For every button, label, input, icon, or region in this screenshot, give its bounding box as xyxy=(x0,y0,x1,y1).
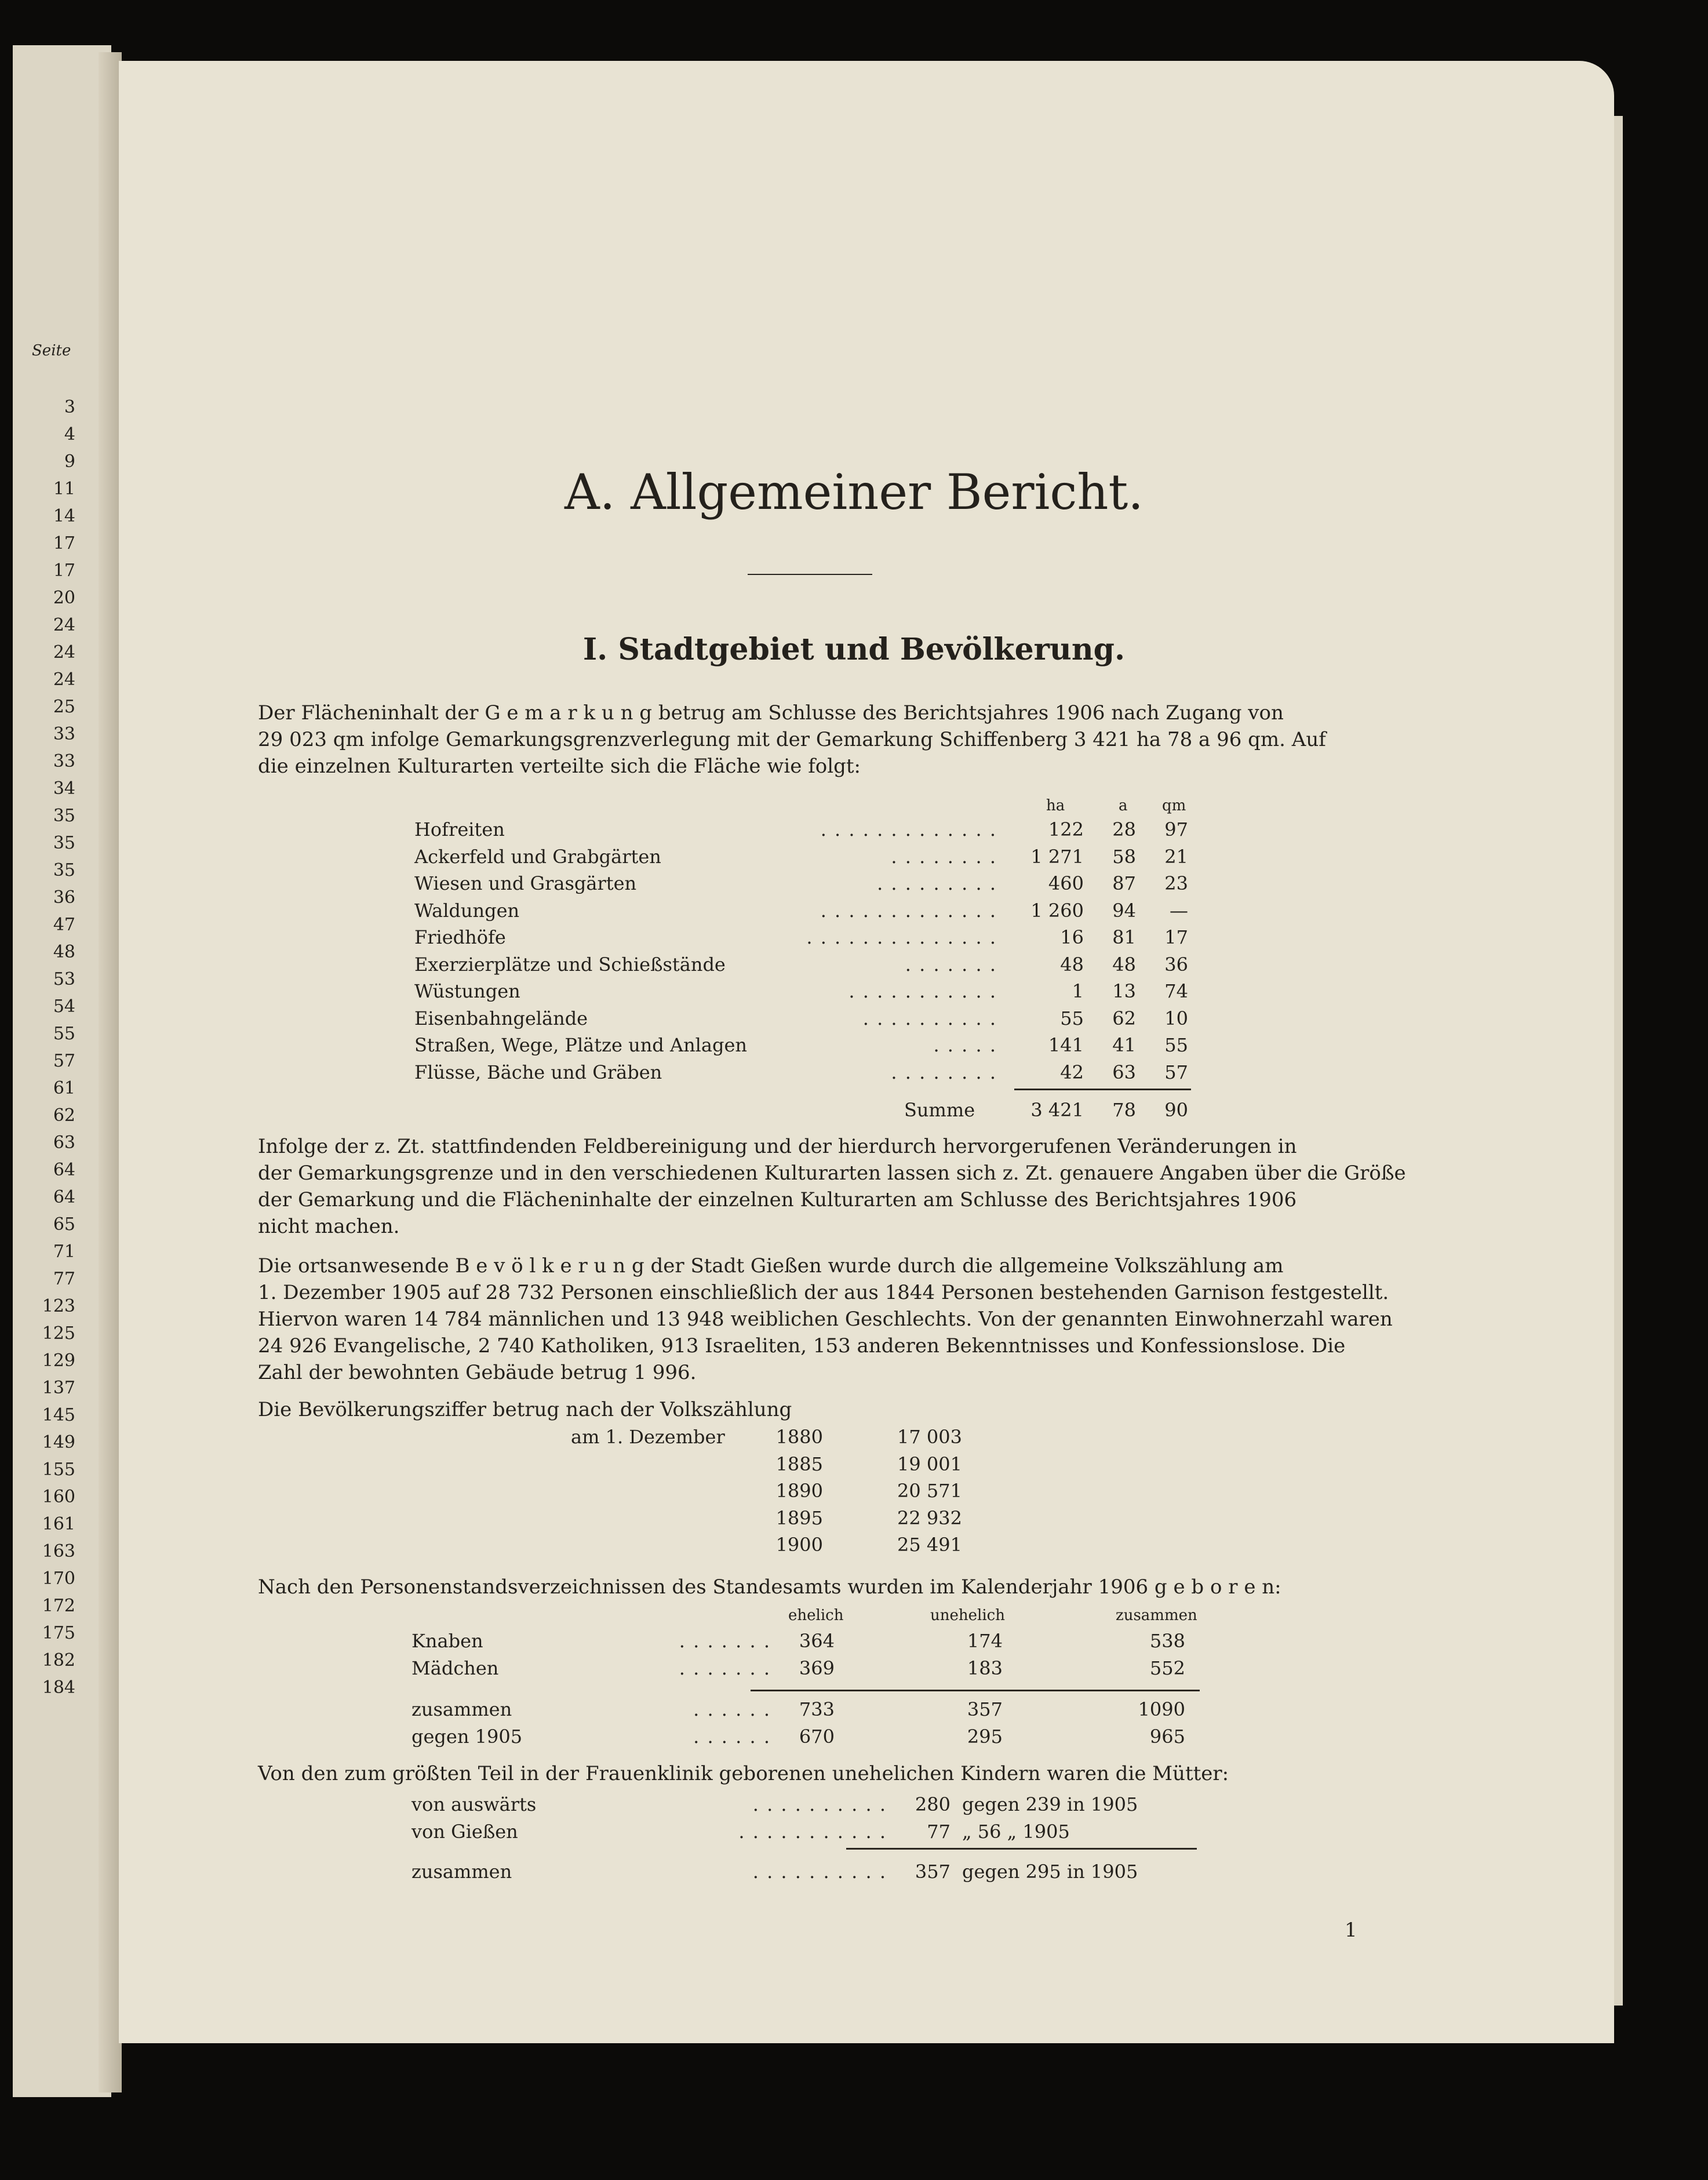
area-label: Exerzierplätze und Schießstände xyxy=(414,953,726,976)
area-qm: 55 xyxy=(1164,1034,1188,1056)
area-header-qm: qm xyxy=(1162,797,1186,814)
area-label: Ackerfeld und Grabgärten xyxy=(414,845,661,868)
area-ha: 141 xyxy=(1048,1034,1084,1056)
margin-page-number: 14 xyxy=(53,506,75,526)
margin-page-number: 33 xyxy=(53,724,75,744)
margin-page-number: 17 xyxy=(53,561,75,581)
area-a: 13 xyxy=(1112,980,1136,1002)
sum-rule xyxy=(1014,1089,1191,1090)
margin-page-number: 4 xyxy=(64,424,75,445)
births-label: Knaben xyxy=(411,1630,483,1652)
population-value: 17 003 xyxy=(897,1426,962,1448)
margin-page-number: 48 xyxy=(53,942,75,962)
area-label: Straßen, Wege, Plätze und Anlagen xyxy=(414,1034,748,1056)
paragraph-line: Hiervon waren 14 784 männlichen und 13 948 weiblichen Geschlechts. Von der genannten Einwohnerzahl waren xyxy=(258,1308,1393,1331)
population-year: 1885 xyxy=(775,1453,823,1475)
margin-page-number: 33 xyxy=(53,751,75,771)
margin-page-number: 47 xyxy=(53,915,75,935)
paragraph-line: der Gemarkung und die Flächeninhalte der einzelnen Kulturarten am Schlusse des Berichtsjahres 1906 xyxy=(258,1188,1297,1211)
margin-page-number: 9 xyxy=(64,452,75,472)
sum-ha: 3 421 xyxy=(1030,1099,1084,1121)
population-value: 20 571 xyxy=(897,1480,962,1502)
margin-page-number: 3 xyxy=(64,397,75,417)
margin-seite-label: Seite xyxy=(32,342,71,359)
sum-a: 78 xyxy=(1112,1099,1136,1121)
population-year: 1890 xyxy=(775,1480,823,1502)
births-label: zusammen xyxy=(411,1698,512,1720)
area-dots: . . . . . . . . . xyxy=(877,872,997,894)
mothers-compare: gegen 239 in 1905 xyxy=(962,1793,1138,1815)
births-ehelich: 733 xyxy=(799,1698,835,1720)
margin-page-number: 24 xyxy=(53,615,75,635)
mothers-value: 280 xyxy=(915,1793,950,1815)
area-a: 63 xyxy=(1112,1061,1136,1083)
area-qm: 97 xyxy=(1164,818,1188,840)
area-label: Wiesen und Grasgärten xyxy=(414,872,637,894)
margin-page-number: 62 xyxy=(53,1105,75,1126)
area-qm: 17 xyxy=(1164,926,1188,948)
margin-page-number: 35 xyxy=(53,833,75,853)
area-dots: . . . . . . . . xyxy=(891,845,997,868)
margin-page-number: 175 xyxy=(42,1623,75,1643)
page-title: A. Allgemeiner Bericht. xyxy=(565,464,1143,521)
margin-page-number: 172 xyxy=(42,1596,75,1616)
births-dots: . . . . . . xyxy=(693,1725,771,1748)
births-zusammen: 1090 xyxy=(1138,1698,1185,1720)
margin-page-number: 137 xyxy=(42,1378,75,1398)
area-ha: 1 271 xyxy=(1030,845,1084,868)
area-label: Friedhöfe xyxy=(414,926,506,948)
area-a: 87 xyxy=(1112,872,1136,894)
area-qm: 21 xyxy=(1164,845,1188,868)
area-qm: 10 xyxy=(1164,1007,1188,1029)
population-year: 1900 xyxy=(775,1534,823,1556)
area-label: Hofreiten xyxy=(414,818,505,840)
area-ha: 16 xyxy=(1060,926,1084,948)
births-dots: . . . . . . . xyxy=(679,1657,771,1679)
births-header-unehelich: unehelich xyxy=(930,1607,1005,1624)
area-ha: 42 xyxy=(1060,1061,1084,1083)
paragraph-line: 24 926 Evangelische, 2 740 Katholiken, 913 Israeliten, 153 anderen Bekenntnisses und Konfessionslose. Die xyxy=(258,1334,1346,1358)
area-ha: 122 xyxy=(1048,818,1084,840)
paragraph-line: nicht machen. xyxy=(258,1215,400,1238)
births-zusammen: 538 xyxy=(1149,1630,1185,1652)
intro-line: 29 023 qm infolge Gemarkungsgrenzverlegung mit der Gemarkung Schiffenberg 3 421 ha 78 a 96 qm. Auf xyxy=(258,728,1326,751)
margin-page-number: 55 xyxy=(53,1024,75,1044)
paragraph-line: Zahl der bewohnten Gebäude betrug 1 996. xyxy=(258,1361,697,1384)
area-dots: . . . . . xyxy=(933,1034,997,1056)
births-unehelich: 357 xyxy=(967,1698,1003,1720)
margin-page-number: 71 xyxy=(53,1242,75,1262)
area-qm: 23 xyxy=(1164,872,1188,894)
margin-page-number: 63 xyxy=(53,1133,75,1153)
area-dots: . . . . . . . . . . . . . xyxy=(820,818,997,840)
births-ehelich: 670 xyxy=(799,1725,835,1748)
area-label: Eisenbahngelände xyxy=(414,1007,588,1029)
area-qm: 74 xyxy=(1164,980,1188,1002)
margin-page-number: 170 xyxy=(42,1568,75,1589)
margin-page-number: 64 xyxy=(53,1160,75,1180)
margin-page-number: 25 xyxy=(53,697,75,717)
margin-page-number: 123 xyxy=(42,1296,75,1316)
margin-page-number: 53 xyxy=(53,969,75,989)
margin-page-number: 155 xyxy=(42,1460,75,1480)
area-ha: 1 xyxy=(1072,980,1084,1002)
margin-page-number: 34 xyxy=(53,778,75,799)
margin-page-number: 65 xyxy=(53,1214,75,1235)
title-divider xyxy=(748,574,872,575)
mothers-dots: . . . . . . . . . . . xyxy=(738,1820,887,1843)
paragraph-line: 1. Dezember 1905 auf 28 732 Personen einschließlich der aus 1844 Personen bestehenden Garnison festgestellt. xyxy=(258,1281,1389,1304)
margin-page-number: 24 xyxy=(53,669,75,690)
sum-label: Summe xyxy=(904,1099,975,1121)
margin-page-number: 11 xyxy=(53,479,75,499)
mothers-value: 357 xyxy=(915,1861,950,1883)
births-unehelich: 183 xyxy=(967,1657,1003,1679)
intro-line: Der Flächeninhalt der G e m a r k u n g betrug am Schlusse des Berichtsjahres 1906 nach Zugang von xyxy=(258,701,1284,725)
area-dots: . . . . . . . xyxy=(905,953,997,976)
mothers-compare: „ 56 „ 1905 xyxy=(962,1820,1070,1843)
mothers-value: 77 xyxy=(927,1820,950,1843)
margin-page-number: 35 xyxy=(53,806,75,826)
margin-page-number: 64 xyxy=(53,1187,75,1207)
margin-page-number: 61 xyxy=(53,1078,75,1098)
population-prefix: am 1. Dezember xyxy=(571,1426,725,1448)
margin-page-number: 160 xyxy=(42,1487,75,1507)
area-label: Waldungen xyxy=(414,899,520,922)
margin-page-number: 57 xyxy=(53,1051,75,1071)
margin-page-number: 35 xyxy=(53,860,75,880)
book-gutter xyxy=(99,52,122,2092)
paragraph-line: Infolge der z. Zt. stattfindenden Feldbereinigung und der hierdurch hervorgerufenen Veränderungen in xyxy=(258,1135,1297,1158)
margin-page-number: 145 xyxy=(42,1405,75,1425)
area-header-ha: ha xyxy=(1046,797,1065,814)
margin-page-number: 149 xyxy=(42,1432,75,1453)
births-unehelich: 174 xyxy=(967,1630,1003,1652)
margin-page-number: 125 xyxy=(42,1323,75,1344)
margin-page-number: 161 xyxy=(42,1514,75,1534)
area-a: 58 xyxy=(1112,845,1136,868)
area-label: Wüstungen xyxy=(414,980,520,1002)
mothers-dots: . . . . . . . . . . xyxy=(752,1793,887,1815)
area-dots: . . . . . . . . . . . xyxy=(848,980,997,1002)
area-ha: 48 xyxy=(1060,953,1084,976)
area-qm: 57 xyxy=(1164,1061,1188,1083)
area-dots: . . . . . . . . xyxy=(891,1061,997,1083)
births-dots: . . . . . . xyxy=(693,1698,771,1720)
margin-page-number: 77 xyxy=(53,1269,75,1289)
area-qm: 36 xyxy=(1164,953,1188,976)
births-intro: Nach den Personenstandsverzeichnissen des Standesamts wurden im Kalenderjahr 1906 g e b o r e n: xyxy=(258,1575,1281,1599)
mothers-compare: gegen 295 in 1905 xyxy=(962,1861,1138,1883)
area-a: 81 xyxy=(1112,926,1136,948)
births-zusammen: 552 xyxy=(1149,1657,1185,1679)
mothers-dots: . . . . . . . . . . xyxy=(752,1861,887,1883)
area-ha: 1 260 xyxy=(1030,899,1084,922)
births-rule xyxy=(751,1690,1200,1691)
area-a: 48 xyxy=(1112,953,1136,976)
margin-page-number: 54 xyxy=(53,996,75,1017)
mothers-label: von auswärts xyxy=(411,1793,537,1815)
area-ha: 55 xyxy=(1060,1007,1084,1029)
births-zusammen: 965 xyxy=(1149,1725,1185,1748)
mothers-label: zusammen xyxy=(411,1861,512,1883)
area-dots: . . . . . . . . . . . . . . xyxy=(806,926,997,948)
mothers-rule xyxy=(846,1848,1197,1850)
area-a: 28 xyxy=(1112,818,1136,840)
births-dots: . . . . . . . xyxy=(679,1630,771,1652)
births-header-zusammen: zusammen xyxy=(1116,1607,1197,1624)
births-header-ehelich: ehelich xyxy=(788,1607,844,1624)
area-ha: 460 xyxy=(1048,872,1084,894)
margin-page-number: 182 xyxy=(42,1650,75,1671)
area-a: 41 xyxy=(1112,1034,1136,1056)
intro-line: die einzelnen Kulturarten verteilte sich die Fläche wie folgt: xyxy=(258,755,861,778)
area-dots: . . . . . . . . . . xyxy=(862,1007,997,1029)
margin-page-number: 20 xyxy=(53,588,75,608)
population-value: 19 001 xyxy=(897,1453,962,1475)
births-label: gegen 1905 xyxy=(411,1725,523,1748)
area-dots: . . . . . . . . . . . . . xyxy=(820,899,997,922)
area-qm: — xyxy=(1170,899,1188,922)
area-a: 94 xyxy=(1112,899,1136,922)
births-ehelich: 364 xyxy=(799,1630,835,1652)
section-heading: I. Stadtgebiet und Bevölkerung. xyxy=(582,632,1126,667)
population-value: 22 932 xyxy=(897,1506,962,1529)
population-intro: Die Bevölkerungsziffer betrug nach der Volkszählung xyxy=(258,1398,792,1421)
births-label: Mädchen xyxy=(411,1657,499,1679)
margin-page-number: 129 xyxy=(42,1351,75,1371)
population-year: 1880 xyxy=(775,1426,823,1448)
sum-qm: 90 xyxy=(1164,1099,1188,1121)
area-a: 62 xyxy=(1112,1007,1136,1029)
margin-page-number: 184 xyxy=(42,1677,75,1698)
margin-page-number: 36 xyxy=(53,887,75,908)
mothers-intro: Von den zum größten Teil in der Frauenklinik geborenen unehelichen Kindern waren die Mütter: xyxy=(258,1762,1229,1785)
births-unehelich: 295 xyxy=(967,1725,1003,1748)
mothers-label: von Gießen xyxy=(411,1820,518,1843)
area-header-a: a xyxy=(1119,797,1128,814)
margin-page-number: 163 xyxy=(42,1541,75,1562)
paragraph-line: der Gemarkungsgrenze und in den verschiedenen Kulturarten lassen sich z. Zt. genauere Angaben über die Größe xyxy=(258,1162,1406,1185)
paragraph-line: Die ortsanwesende B e v ö l k e r u n g der Stadt Gießen wurde durch die allgemeine Volkszählung am xyxy=(258,1254,1284,1278)
margin-page-number: 24 xyxy=(53,642,75,663)
margin-page-number: 17 xyxy=(53,533,75,554)
page-number: 1 xyxy=(1345,1919,1357,1942)
population-value: 25 491 xyxy=(897,1534,962,1556)
area-label: Flüsse, Bäche und Gräben xyxy=(414,1061,662,1083)
population-year: 1895 xyxy=(775,1506,823,1529)
births-ehelich: 369 xyxy=(799,1657,835,1679)
